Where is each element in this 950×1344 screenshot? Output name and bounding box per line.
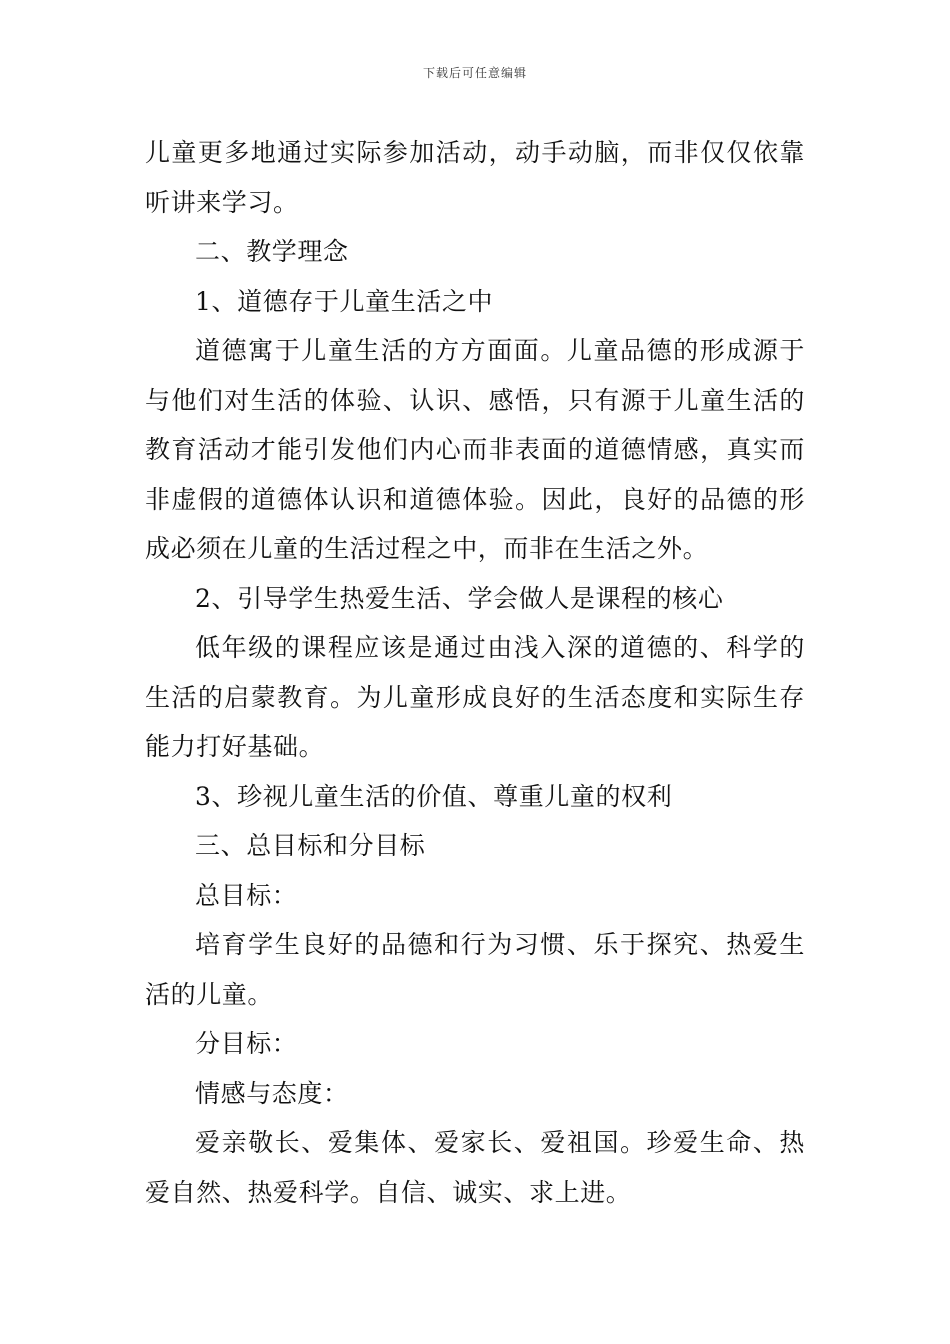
subheading-3: 3、珍视儿童生活的价值、尊重儿童的权利 xyxy=(195,781,673,811)
heading-teaching-philosophy: 二、教学理念 xyxy=(195,237,349,266)
subheading-1: 1、道德存于儿童生活之中 xyxy=(195,286,494,316)
label-sub-objectives: 分目标： xyxy=(195,1029,298,1058)
heading-objectives: 三、总目标和分目标 xyxy=(195,831,426,860)
label-overall-objective: 总目标： xyxy=(195,880,298,910)
label-emotion-attitude: 情感与态度： xyxy=(195,1078,349,1108)
paragraph-emotion-attitude: 爱亲敬长、爱集体、爱家长、爱祖国。珍爱生命、热爱自然、热爱科学。自信、诚实、求上进。 xyxy=(145,1128,805,1207)
subheading-2: 2、引导学生热爱生活、学会做人是课程的核心 xyxy=(195,583,724,613)
paragraph-lower-grade: 低年级的课程应该是通过由浅入深的道德的、科学的生活的启蒙教育。为儿童形成良好的生活态度和实际生存能力打好基础。 xyxy=(145,633,805,761)
page-header-note: 下载后可任意编辑 xyxy=(422,66,527,80)
paragraph-overall-objective: 培育学生良好的品德和行为习惯、乐于探究、热爱生活的儿童。 xyxy=(145,930,805,1009)
paragraph-morality: 道德寓于儿童生活的方方面面。儿童品德的形成源于与他们对生活的体验、认识、感悟，只有源于儿童生活的教育活动才能引发他们内心而非表面的道德情感，真实而非虚假的道德体认识和道德体验。因此，良好的品德的形成必须在儿童的生活过程之中，而非在生活之外。 xyxy=(145,336,805,563)
paragraph-continuation: 儿童更多地通过实际参加活动，动手动脑，而非仅仅依靠听讲来学习。 xyxy=(145,138,805,217)
document-body xyxy=(145,128,805,1217)
